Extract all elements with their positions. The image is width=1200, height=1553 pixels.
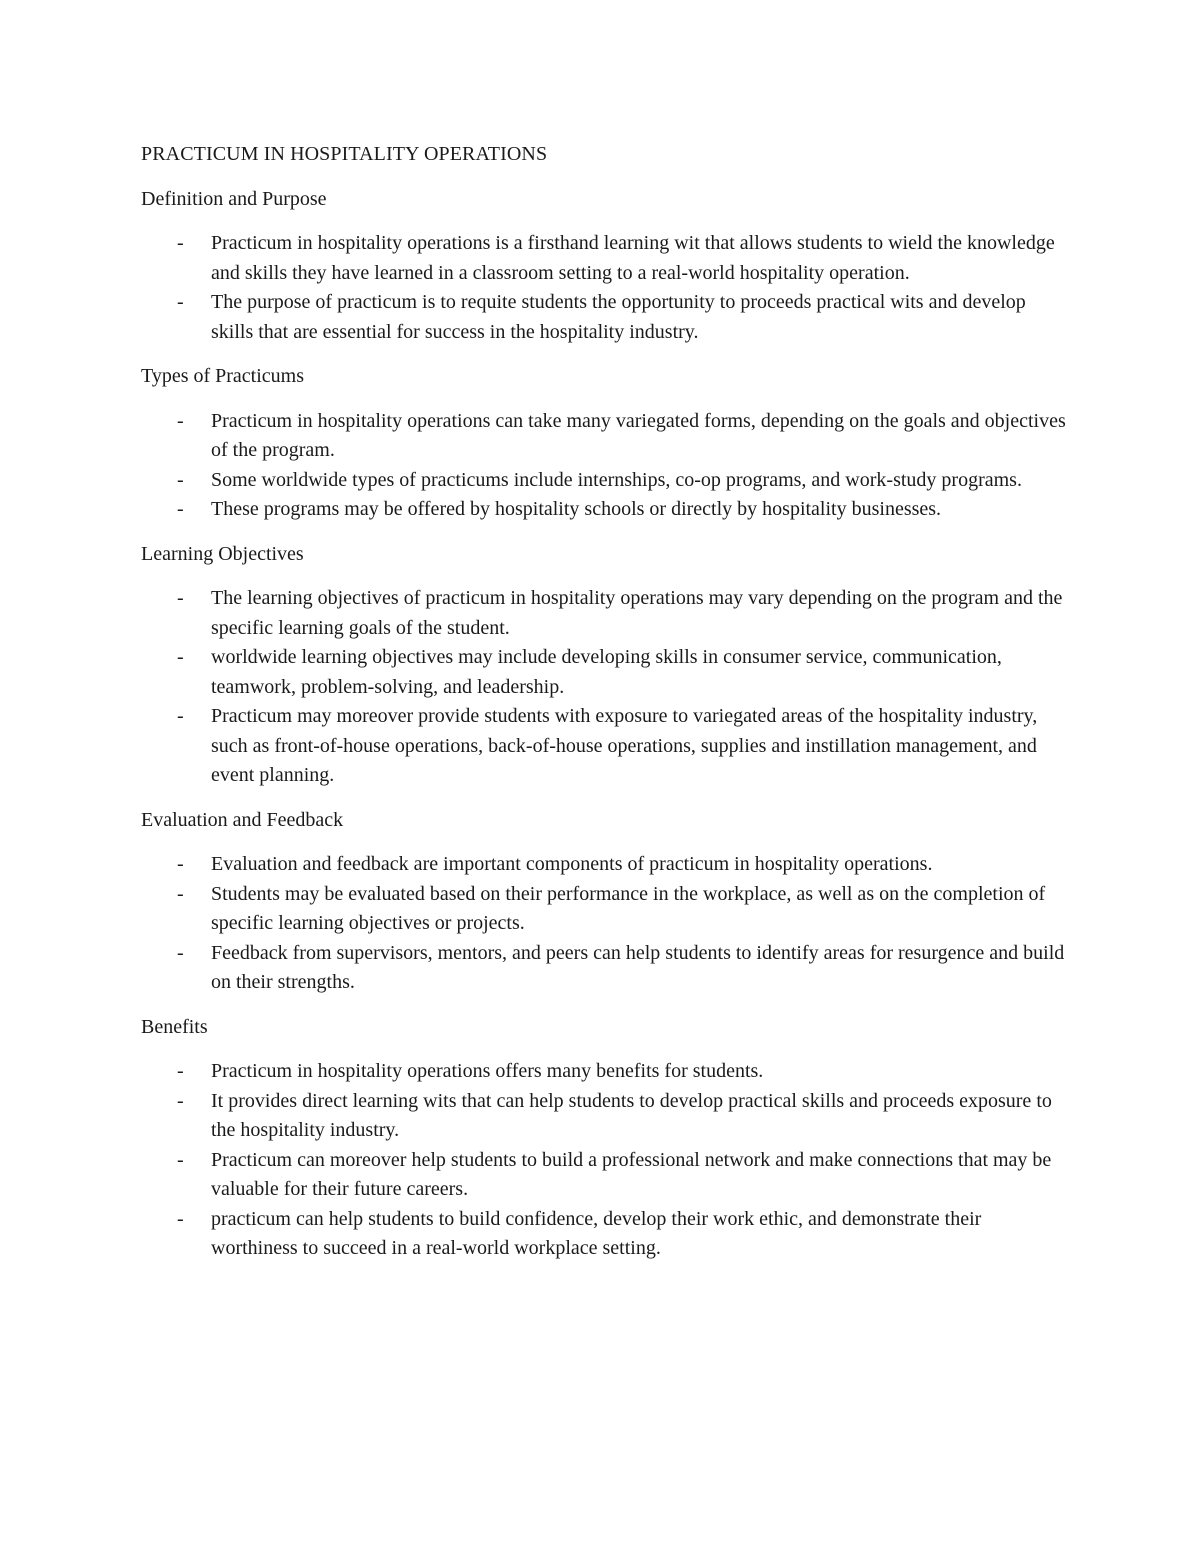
bullet-marker: - — [177, 232, 184, 254]
document-title: PRACTICUM IN HOSPITALITY OPERATIONS — [141, 143, 548, 165]
list-item-text: It provides direct learning wits that can help students to develop practical skills and proceeds exposure to the hospitality industry. — [211, 1089, 1052, 1141]
list-item — [141, 407, 1071, 466]
section-heading: Learning Objectives — [141, 542, 304, 565]
list-item-text: Practicum may moreover provide students with exposure to variegated areas of the hospitality industry, such as front-of-house operations, back-of-house operations, supplies and instillation management, and event planning. — [211, 705, 1038, 786]
list-item — [141, 495, 1071, 525]
bullet-marker: - — [177, 853, 184, 875]
list-item — [141, 1057, 1071, 1087]
list-item-text: Students may be evaluated based on their performance in the workplace, as well as on the completion of specific learning objectives or projects. — [211, 882, 1046, 934]
list-item — [141, 939, 1071, 998]
bullet-marker: - — [177, 1089, 184, 1112]
list-item — [141, 584, 1071, 643]
bullet-marker: - — [177, 646, 184, 668]
list-item-text: Evaluation and feedback are important components of practicum in hospitality operations. — [211, 853, 933, 875]
list-item — [141, 1205, 1071, 1264]
section-heading: Evaluation and Feedback — [141, 808, 344, 831]
bullet-marker: - — [177, 468, 184, 491]
bullet-list — [141, 407, 1071, 525]
document-body — [141, 185, 1071, 1264]
bullet-marker: - — [177, 882, 184, 905]
list-item-text: Practicum in hospitality operations is a firsthand learning wit that allows students to wield the knowledge and skills they have learned in a classroom setting to a real-world hospitality operation. — [211, 232, 1055, 284]
list-item-text: Practicum in hospitality operations offers many benefits for students. — [211, 1060, 764, 1082]
bullet-marker: - — [177, 498, 184, 520]
list-item-text: Feedback from supervisors, mentors, and peers can help students to identify areas for resurgence and build on their strengths. — [211, 941, 1065, 993]
section-heading: Benefits — [141, 1015, 208, 1038]
list-item — [141, 850, 1071, 880]
section-heading: Types of Practicums — [141, 365, 305, 387]
list-item — [141, 1146, 1071, 1205]
list-item-text: These programs may be offered by hospitality schools or directly by hospitality businesses. — [211, 498, 942, 520]
list-item — [141, 643, 1071, 702]
list-item — [141, 288, 1071, 347]
list-item-text: Some worldwide types of practicums include internships, co-op programs, and work-study programs. — [211, 468, 1022, 491]
list-item — [141, 702, 1071, 791]
bullet-marker: - — [177, 1060, 184, 1082]
list-item-text: The purpose of practicum is to requite students the opportunity to proceeds practical wits and develop skills that are essential for success in the hospitality industry. — [211, 291, 1026, 343]
bullet-list — [141, 229, 1071, 347]
list-item-text: Practicum in hospitality operations can take many variegated forms, depending on the goals and objectives of the program. — [211, 409, 1066, 461]
bullet-list — [141, 850, 1071, 998]
bullet-marker: - — [177, 291, 184, 313]
bullet-marker: - — [177, 409, 184, 432]
list-item-text: worldwide learning objectives may include developing skills in consumer service, communication, teamwork, problem-solving, and leadership. — [211, 646, 1002, 698]
section-heading: Definition and Purpose — [141, 187, 327, 210]
bullet-marker: - — [177, 1148, 184, 1171]
list-item-text: The learning objectives of practicum in hospitality operations may vary depending on the program and the specific learning goals of the student. — [211, 587, 1063, 639]
document-page — [141, 140, 1071, 1279]
list-item — [141, 229, 1071, 288]
list-item — [141, 880, 1071, 939]
list-item — [141, 466, 1071, 496]
bullet-list — [141, 1057, 1071, 1264]
list-item — [141, 1087, 1071, 1146]
list-item-text: practicum can help students to build confidence, develop their work ethic, and demonstrate their worthiness to succeed in a real-world workplace setting. — [211, 1207, 982, 1259]
list-item-text: Practicum can moreover help students to build a professional network and make connections that may be valuable for their future careers. — [211, 1148, 1052, 1200]
bullet-marker: - — [177, 587, 184, 609]
bullet-marker: - — [177, 941, 184, 964]
bullet-marker: - — [177, 705, 184, 727]
bullet-marker: - — [177, 1207, 184, 1230]
bullet-list — [141, 584, 1071, 791]
